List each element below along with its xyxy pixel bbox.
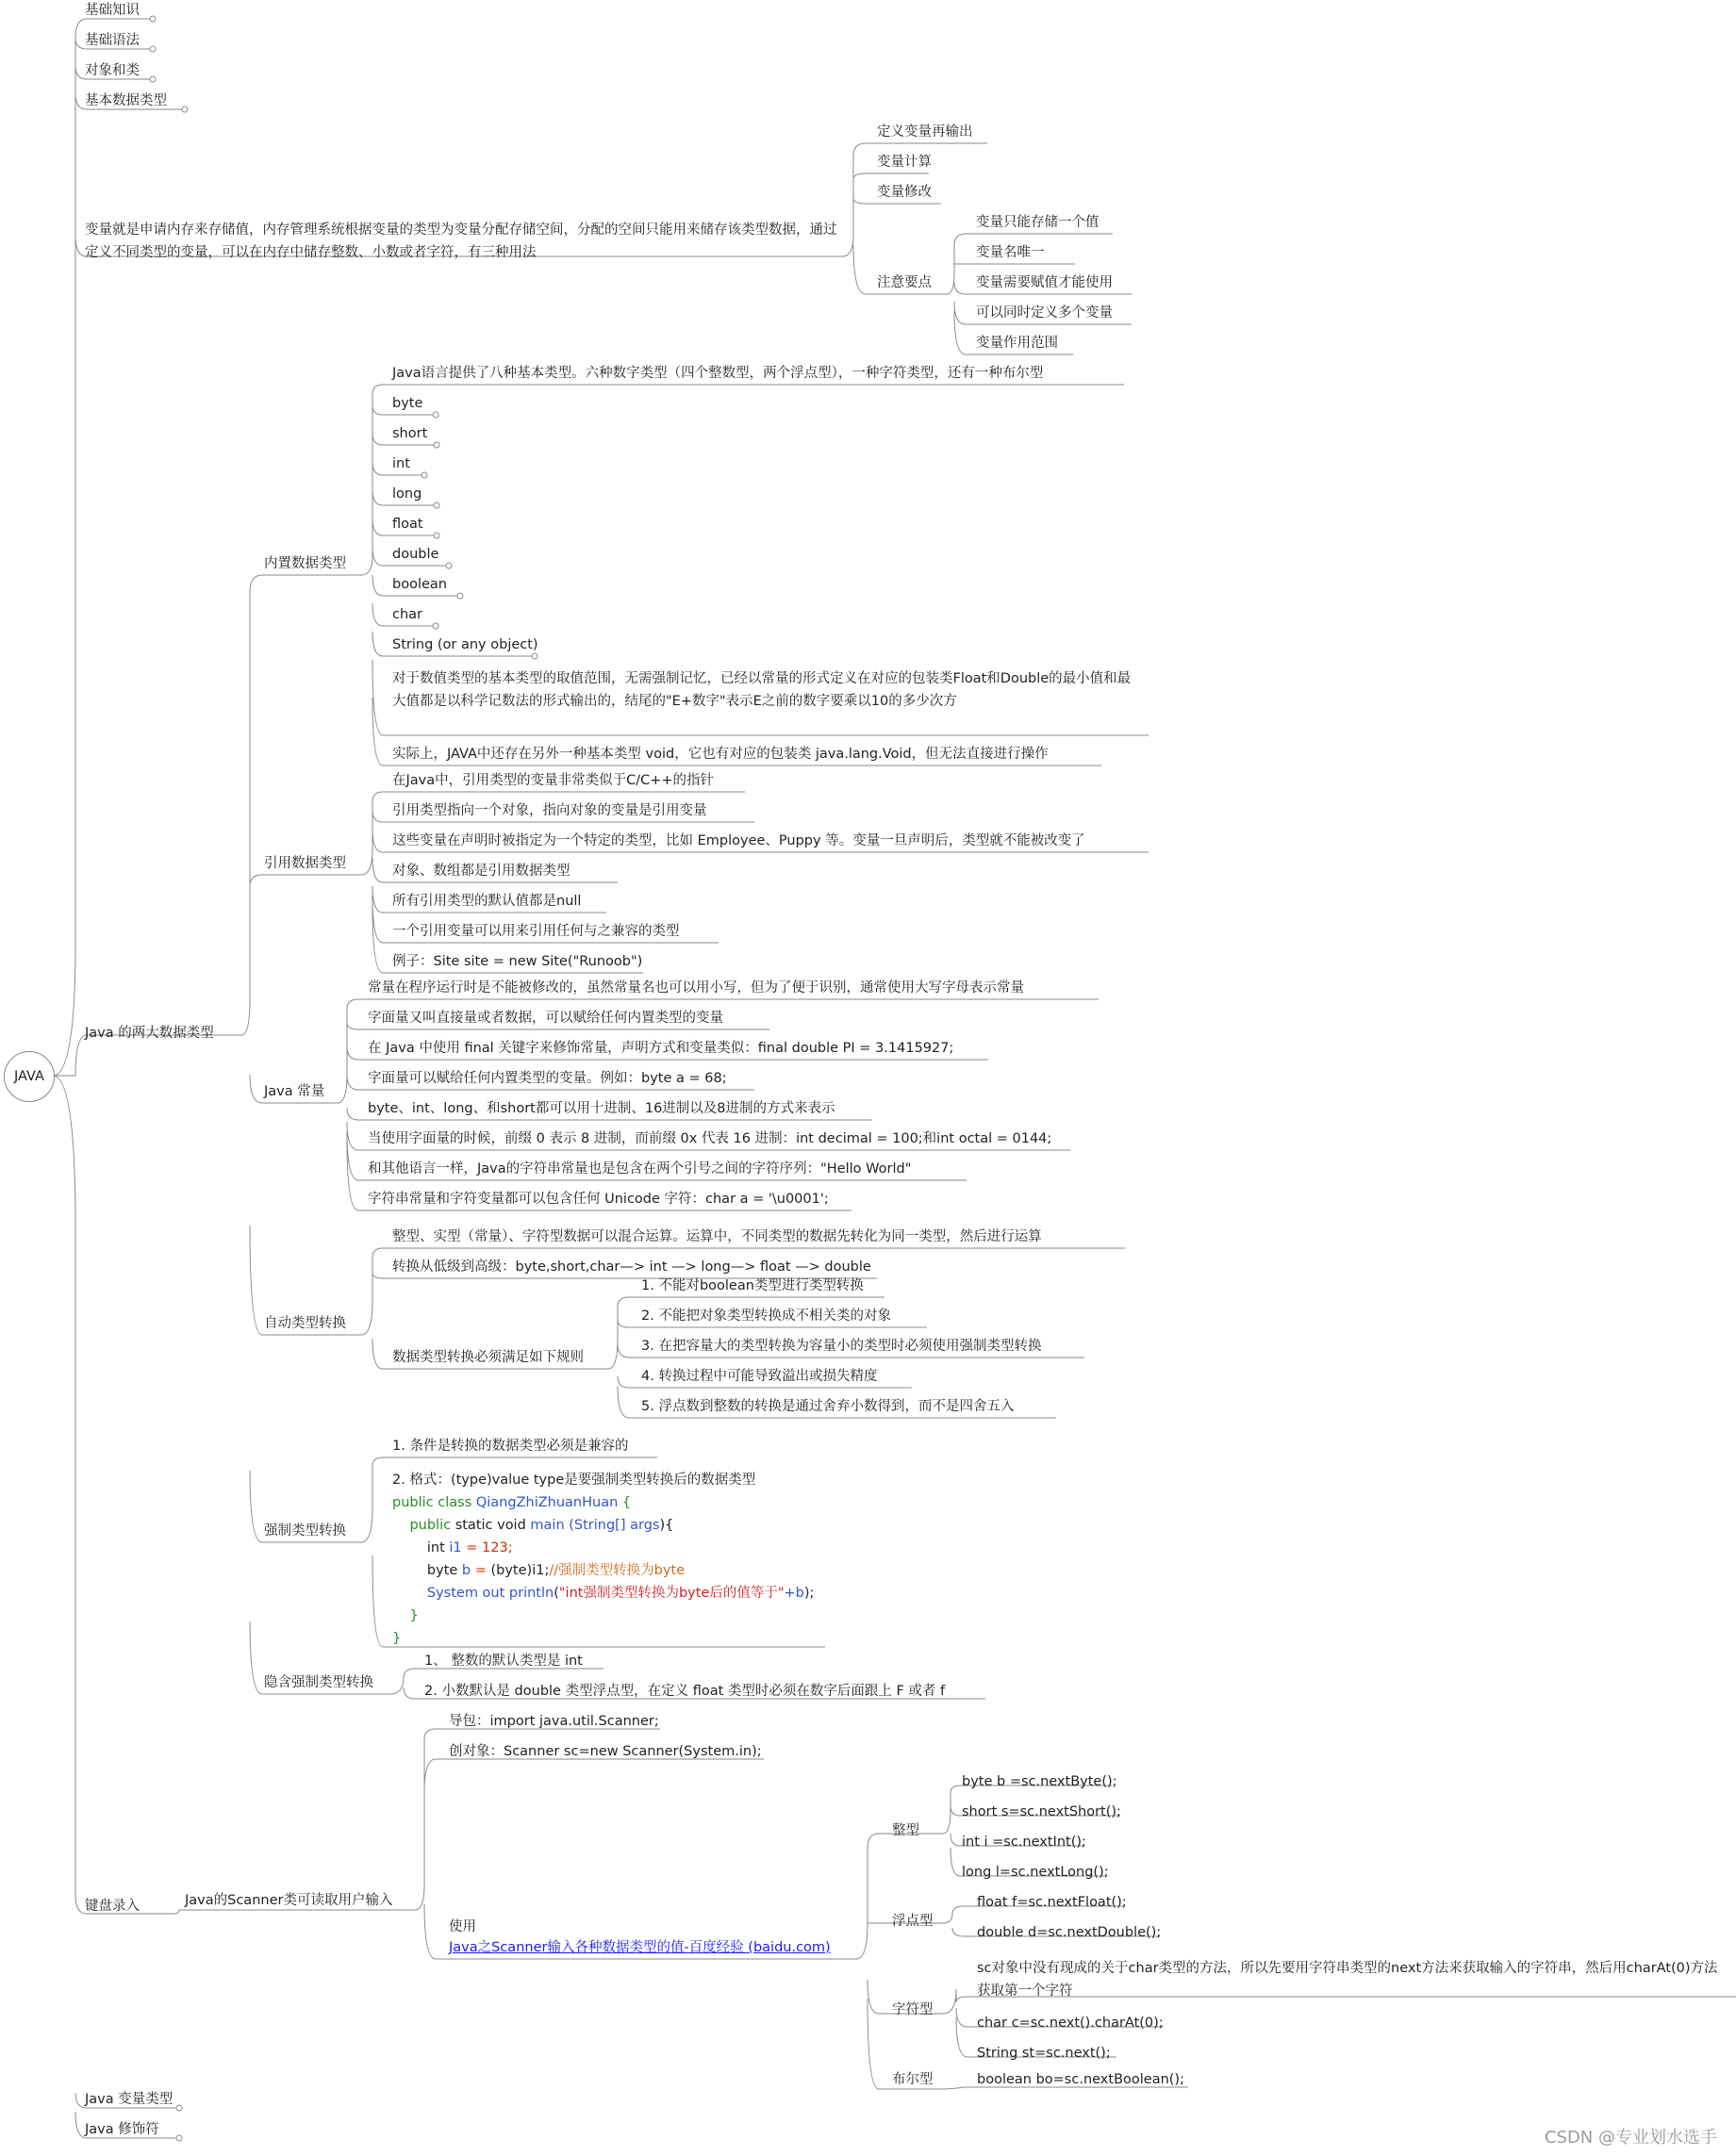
node-note[interactable]: 可以同时定义多个变量 bbox=[976, 305, 1113, 321]
code-close-brace: } bbox=[409, 1608, 419, 1623]
node-type-long[interactable]: long bbox=[392, 486, 422, 502]
node-const-item[interactable]: byte、int、long、和short都可以用十进制、16进制以及8进制的方式来表示 bbox=[368, 1101, 835, 1116]
node-objects-classes[interactable]: 对象和类 bbox=[85, 63, 140, 78]
code-end-stmt: ); bbox=[803, 1586, 815, 1601]
link-scanner-guide[interactable]: Java之Scanner输入各种数据类型的值-百度经验 (baidu.com) bbox=[449, 1940, 831, 1955]
node-type-double[interactable]: double bbox=[392, 547, 439, 562]
node-note[interactable]: 变量只能存储一个值 bbox=[976, 215, 1099, 230]
node-conversion-rules[interactable]: 数据类型转换必须满足如下规则 bbox=[392, 1350, 584, 1365]
code-b: b bbox=[461, 1563, 471, 1578]
code-kw-public: public bbox=[409, 1518, 452, 1533]
node-const-item[interactable]: 在 Java 中使用 final 关键字来修饰常量，声明方式和变量类似：final double PI = 3.1415927; bbox=[368, 1041, 954, 1056]
code-cast: (byte)i1 bbox=[490, 1563, 545, 1578]
node-type-boolean[interactable]: boolean bbox=[392, 577, 447, 592]
node-auto-item[interactable]: 转换从低级到高级：byte,short,char—> int —> long—> float —> double bbox=[392, 1259, 871, 1275]
node-rule[interactable]: 3. 在把容量大的类型转换为容量小的类型时必须使用强制类型转换 bbox=[641, 1339, 1042, 1354]
code-brace: { bbox=[621, 1495, 632, 1510]
node-rule[interactable]: 1. 不能对boolean类型进行类型转换 bbox=[641, 1278, 864, 1293]
node-rule[interactable]: 5. 浮点数到整数的转换是通过舍弃小数得到，而不是四舍五入 bbox=[641, 1399, 1015, 1414]
node-auto-item[interactable]: 整型、实型（常量）、字符型数据可以混合运算。运算中，不同类型的数据先转化为同一类型，然后进行运算 bbox=[392, 1229, 1042, 1244]
node-syntax[interactable]: 基础语法 bbox=[85, 33, 140, 48]
node-builtin-intro[interactable]: Java语言提供了八种基本类型。六种数字类型（四个整数型，两个浮点型），一种字符类型，还有一种布尔型 bbox=[392, 366, 1044, 381]
node-scan-method[interactable]: int i =sc.nextInt(); bbox=[962, 1835, 1086, 1850]
code-main: main bbox=[530, 1518, 565, 1533]
node-type-byte[interactable]: byte bbox=[392, 396, 423, 411]
code-i1: i1 bbox=[449, 1540, 462, 1555]
node-type-float[interactable]: float bbox=[392, 517, 423, 532]
node-scanner-import[interactable]: 导包：import java.util.Scanner; bbox=[449, 1714, 659, 1729]
node-scanner-use[interactable]: 使用 bbox=[449, 1919, 476, 1934]
code-semi: ; bbox=[544, 1563, 550, 1578]
node-const-item[interactable]: 当使用字面量的时候，前缀 0 表示 8 进制，而前缀 0x 代表 16 进制：int decimal = 100;和int octal = 0144; bbox=[368, 1131, 1052, 1146]
node-scan-method[interactable]: String st=sc.next(); bbox=[977, 2046, 1111, 2061]
node-type-string[interactable]: String (or any object) bbox=[392, 637, 538, 652]
code-classname: QiangZhiZhuanHuan bbox=[475, 1495, 619, 1510]
node-scan-method[interactable]: boolean bo=sc.nextBoolean(); bbox=[977, 2072, 1184, 2087]
code-eq: = bbox=[471, 1563, 491, 1578]
code-comment: //强制类型转换为byte bbox=[549, 1563, 686, 1578]
node-ref-item[interactable]: 所有引用类型的默认值都是null bbox=[392, 894, 582, 909]
node-range-note[interactable]: 对于数值类型的基本类型的取值范围，无需强制记忆，已经以常量的形式定义在对应的包装类Float和Double的最小值和最大值都是以科学记数法的形式输出的，结尾的"E+数字"表示E之前的数字要乘以10的多少次方 bbox=[392, 671, 1132, 709]
code-int: int bbox=[426, 1540, 445, 1555]
code-kw-class: class bbox=[438, 1495, 472, 1510]
node-implicit-conversion[interactable]: 隐含强制类型转换 bbox=[264, 1675, 373, 1690]
node-scan-method[interactable]: long l=sc.nextLong(); bbox=[962, 1865, 1109, 1880]
node-const-item[interactable]: 常量在程序运行时是不能被修改的，虽然常量名也可以用小写，但为了便于识别，通常使用大写字母表示常量 bbox=[368, 980, 1024, 996]
code-lparen: ( bbox=[554, 1586, 559, 1601]
node-notes[interactable]: 注意要点 bbox=[877, 275, 932, 290]
code-close-brace: } bbox=[392, 1631, 402, 1646]
code-args: args bbox=[630, 1518, 660, 1533]
node-scan-method[interactable]: double d=sc.nextDouble(); bbox=[977, 1925, 1162, 1940]
node-scanner-create[interactable]: 创对象：Scanner sc=new Scanner(System.in); bbox=[449, 1744, 762, 1759]
node-char-note[interactable]: sc对象中没有现成的关于char类型的方法，所以先要用字符串类型的next方法来获取输入的字符串，然后用charAt(0)方法获取第一个字符 bbox=[977, 1961, 1718, 1999]
code-plus-b: +b bbox=[784, 1586, 804, 1601]
node-ref-item[interactable]: 对象、数组都是引用数据类型 bbox=[392, 864, 570, 879]
node-constants[interactable]: Java 常量 bbox=[264, 1084, 325, 1099]
node-implicit-item[interactable]: 2. 小数默认是 double 类型浮点型，在定义 float 类型时必须在数字后面跟上 F 或者 f bbox=[424, 1684, 946, 1699]
node-modify[interactable]: 变量修改 bbox=[877, 185, 932, 200]
code-paren-brace: ){ bbox=[659, 1518, 674, 1533]
node-rule[interactable]: 2. 不能把对象类型转换成不相关类的对象 bbox=[641, 1308, 891, 1324]
node-forced-code[interactable] bbox=[392, 1469, 814, 1650]
node-type-char[interactable]: char bbox=[392, 607, 423, 622]
node-ref-item[interactable]: 一个引用变量可以用来引用任何与之兼容的类型 bbox=[392, 924, 680, 939]
node-builtin-types[interactable]: 内置数据类型 bbox=[264, 556, 346, 571]
forced-format: 2. 格式：(type)value type是要强制类型转换后的数据类型 bbox=[392, 1473, 756, 1488]
node-const-item[interactable]: 字面量可以赋给任何内置类型的变量。例如：byte a = 68; bbox=[368, 1071, 727, 1086]
node-ref-item[interactable]: 在Java中，引用类型的变量非常类似于C/C++的指针 bbox=[392, 773, 715, 788]
node-scanner[interactable]: Java的Scanner类可读取用户输入 bbox=[185, 1893, 393, 1908]
code-byte: byte bbox=[426, 1563, 458, 1578]
node-void-note[interactable]: 实际上，JAVA中还存在另外一种基本类型 void，它也有对应的包装类 java.lang.Void，但无法直接进行操作 bbox=[392, 747, 1049, 762]
node-two-datatypes[interactable]: Java 的两大数据类型 bbox=[85, 1026, 214, 1041]
node-type-short[interactable]: short bbox=[392, 426, 428, 441]
node-keyboard-input[interactable]: 键盘录入 bbox=[85, 1899, 140, 1914]
node-const-item[interactable]: 和其他语言一样，Java的字符串常量也是包含在两个引号之间的字符序列："Hello World" bbox=[368, 1161, 912, 1177]
node-float-type[interactable]: 浮点型 bbox=[892, 1914, 934, 1929]
node-forced-cond[interactable]: 1. 条件是转换的数据类型必须是兼容的 bbox=[392, 1439, 629, 1454]
code-string-arr: (String[] bbox=[569, 1518, 626, 1533]
node-char-type[interactable]: 字符型 bbox=[892, 2002, 934, 2017]
node-ref-item[interactable]: 例子：Site site = new Site("Runoob") bbox=[392, 954, 643, 969]
node-const-item[interactable]: 字面量又叫直接量或者数据，可以赋给任何内置类型的变量 bbox=[368, 1011, 723, 1026]
node-const-item[interactable]: 字符串常量和字符变量都可以包含任何 Unicode 字符：char a = '\u0001'; bbox=[368, 1192, 829, 1207]
node-variable[interactable]: 变量就是申请内存来存储值，内存管理系统根据变量的类型为变量分配存储空间，分配的空间只能用来储存该类型数据，通过定义不同类型的变量，可以在内存中储存整数、小数或者字符，有三种用法 bbox=[85, 222, 837, 260]
code-string: "int强制类型转换为byte后的值等于" bbox=[558, 1586, 785, 1601]
node-int-type[interactable]: 整型 bbox=[892, 1823, 919, 1838]
node-basics[interactable]: 基础知识 bbox=[85, 3, 140, 18]
code-123: 123 bbox=[482, 1540, 508, 1555]
code-sysout: System out println bbox=[426, 1586, 554, 1601]
node-rule[interactable]: 4. 转换过程中可能导致溢出或损失精度 bbox=[641, 1369, 878, 1384]
node-scan-method[interactable]: byte b =sc.nextByte(); bbox=[962, 1774, 1117, 1789]
node-compute[interactable]: 变量计算 bbox=[877, 155, 932, 170]
code-semi: ; bbox=[507, 1540, 513, 1555]
node-implicit-item[interactable]: 1、 整数的默认类型是 int bbox=[424, 1654, 583, 1669]
node-auto-conversion[interactable]: 自动类型转换 bbox=[264, 1316, 346, 1331]
code-static-void: static void bbox=[455, 1518, 526, 1533]
node-ref-item[interactable]: 引用类型指向一个对象，指向对象的变量是引用变量 bbox=[392, 803, 707, 818]
code-kw-public: public bbox=[392, 1495, 434, 1510]
node-scan-method[interactable]: char c=sc.next().charAt(0); bbox=[977, 2016, 1164, 2031]
node-scan-method[interactable]: short s=sc.nextShort(); bbox=[962, 1804, 1121, 1819]
node-ref-item[interactable]: 这些变量在声明时被指定为一个特定的类型，比如 Employee、Puppy 等。变量一旦声明后，类型就不能被改变了 bbox=[392, 833, 1085, 848]
node-bool-type[interactable]: 布尔型 bbox=[892, 2072, 934, 2087]
node-basic-datatypes[interactable]: 基本数据类型 bbox=[85, 93, 167, 108]
root-node-java[interactable]: JAVA bbox=[4, 1051, 55, 1102]
code-eq: = bbox=[461, 1540, 483, 1555]
node-reference-types[interactable]: 引用数据类型 bbox=[264, 856, 346, 871]
node-type-int[interactable]: int bbox=[392, 456, 410, 471]
node-scan-method[interactable]: float f=sc.nextFloat(); bbox=[977, 1895, 1127, 1910]
node-note[interactable]: 变量名唯一 bbox=[976, 245, 1045, 260]
node-variable-types[interactable]: Java 变量类型 bbox=[85, 2092, 174, 2107]
node-forced-conversion[interactable]: 强制类型转换 bbox=[264, 1523, 346, 1539]
node-define-output[interactable]: 定义变量再输出 bbox=[877, 124, 973, 140]
node-note[interactable]: 变量作用范围 bbox=[976, 336, 1058, 351]
node-note[interactable]: 变量需要赋值才能使用 bbox=[976, 275, 1113, 290]
watermark: CSDN @专业划水选手 bbox=[1544, 2128, 1717, 2148]
node-modifiers[interactable]: Java 修饰符 bbox=[85, 2122, 159, 2137]
